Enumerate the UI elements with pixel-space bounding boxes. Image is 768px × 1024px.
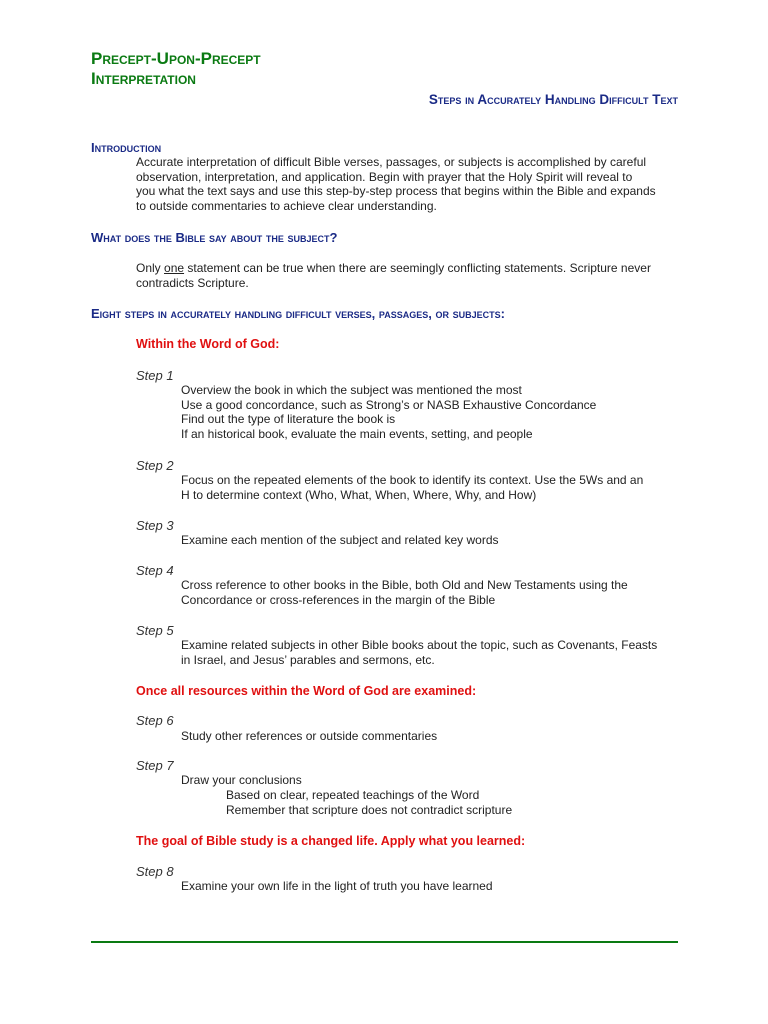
document-title-line2: Interpretation	[91, 69, 196, 88]
step-1-content	[181, 383, 596, 442]
step-3-content	[181, 533, 499, 548]
step-3-label: Step 3	[136, 518, 174, 533]
introduction-heading: Introduction	[91, 140, 162, 155]
what-says-line1	[136, 261, 651, 276]
what-bible-says-paragraph	[136, 261, 651, 290]
step-7-content	[181, 773, 302, 788]
step-4-label: Step 4	[136, 563, 174, 578]
step-line: in Israel, and Jesus’ parables and sermons, etc.	[181, 652, 435, 667]
step-line: H to determine context (Who, What, When, Where, Why, and How)	[181, 487, 537, 502]
step-line: Examine related subjects in other Bible books about the topic, such as Covenants, Feasts	[181, 638, 658, 652]
intro-line: observation, interpretation, and application. Begin with prayer that the Holy Spirit will reveal to	[136, 169, 633, 184]
what-says-suffix: statement can be true when there are seemingly conflicting statements. Scripture never	[184, 261, 651, 275]
step-line: Overview the book in which the subject was mentioned the most	[181, 383, 522, 397]
step-6-content	[181, 729, 437, 744]
step-subline: Based on clear, repeated teachings of the Word	[226, 788, 480, 802]
step-8-label: Step 8	[136, 864, 174, 879]
footer-divider	[91, 941, 678, 943]
step-line: Find out the type of literature the book is	[181, 412, 396, 427]
step-7-label: Step 7	[136, 758, 174, 773]
step-line: Draw your conclusions	[181, 773, 302, 787]
once-examined-subheading: Once all resources within the Word of God are examined:	[136, 684, 477, 698]
step-line: Use a good concordance, such as Strong’s or NASB Exhaustive Concordance	[181, 397, 597, 412]
step-line: Concordance or cross-references in the margin of the Bible	[181, 592, 496, 607]
eight-steps-heading: Eight steps in accurately handling difficult verses, passages, or subjects:	[91, 306, 505, 321]
what-bible-says-heading: What does the Bible say about the subject?	[91, 230, 338, 245]
step-line: Study other references or outside commentaries	[181, 729, 438, 743]
goal-subheading: The goal of Bible study is a changed life. Apply what you learned:	[136, 834, 526, 848]
step-subline: Remember that scripture does not contradict scripture	[226, 802, 513, 817]
document-title-line1: Precept-Upon-Precept	[91, 49, 261, 68]
step-1-label: Step 1	[136, 368, 174, 383]
underlined-word: one	[164, 261, 185, 275]
step-line: Examine each mention of the subject and related key words	[181, 533, 499, 547]
step-line: Focus on the repeated elements of the book to identify its context. Use the 5Ws and an	[181, 473, 644, 487]
document-subtitle: Steps in Accurately Handling Difficult Text	[428, 92, 678, 107]
step-7-subcontent	[226, 788, 512, 817]
step-2-content	[181, 473, 643, 502]
step-5-label: Step 5	[136, 623, 174, 638]
step-4-content	[181, 578, 628, 607]
step-2-label: Step 2	[136, 458, 174, 473]
step-5-content	[181, 638, 657, 667]
step-8-content	[181, 879, 493, 894]
step-line: If an historical book, evaluate the main events, setting, and people	[181, 427, 533, 442]
step-6-label: Step 6	[136, 713, 174, 728]
step-line: Cross reference to other books in the Bible, both Old and New Testaments using the	[181, 578, 628, 592]
intro-line: to outside commentaries to achieve clear understanding.	[136, 198, 437, 213]
intro-line: you what the text says and use this step-by-step process that begins within the Bible and expands	[136, 184, 656, 199]
what-says-prefix: Only	[136, 261, 165, 275]
what-says-line2: contradicts Scripture.	[136, 275, 249, 290]
intro-line: Accurate interpretation of difficult Bible verses, passages, or subjects is accomplished by careful	[136, 155, 647, 169]
introduction-paragraph	[136, 155, 656, 213]
within-word-subheading: Within the Word of God:	[136, 337, 280, 351]
step-line: Examine your own life in the light of truth you have learned	[181, 879, 493, 893]
